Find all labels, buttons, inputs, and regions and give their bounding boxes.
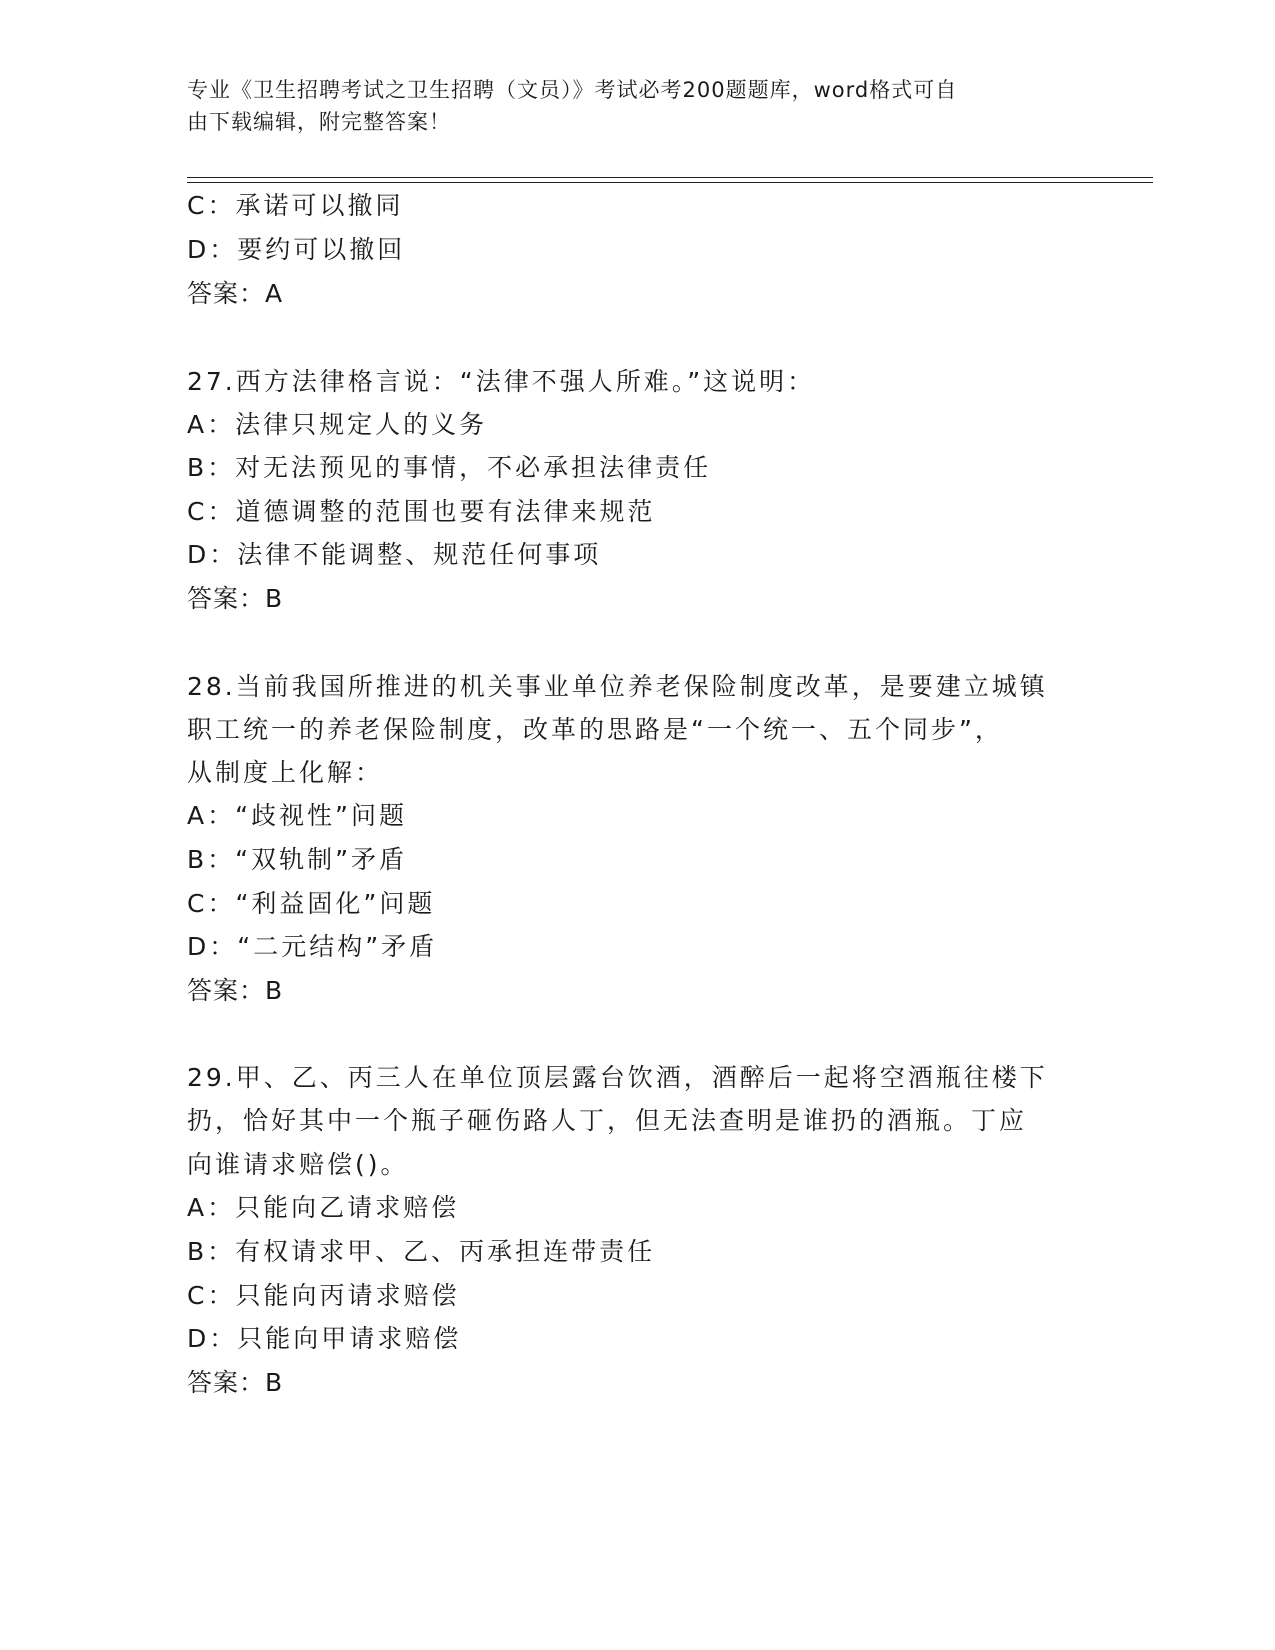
q29-option-d: D：只能向甲请求赔偿: [187, 1324, 462, 1353]
q26-option-d: D：要约可以撤回: [187, 235, 406, 264]
q28-option-d: D：“二元结构”矛盾: [187, 932, 438, 961]
document-header: [187, 74, 1087, 138]
q29-option-b: B：有权请求甲、乙、丙承担连带责任: [187, 1237, 656, 1266]
q28-option-c: C：“利益固化”问题: [187, 889, 436, 918]
header-line-1: 专业《卫生招聘考试之卫生招聘（文员）》考试必考200题题库，word格式可自: [187, 78, 958, 102]
q28-stem-line-2: 职工统一的养老保险制度，改革的思路是“一个统一、五个同步”，: [187, 715, 1003, 744]
q29-option-c: C：只能向丙请求赔偿: [187, 1281, 460, 1310]
q27-option-a: A：法律只规定人的义务: [187, 410, 488, 439]
q28-option-a: A：“歧视性”问题: [187, 801, 408, 830]
q27-option-b: B：对无法预见的事情，不必承担法律责任: [187, 453, 712, 482]
q28-option-b: B：“双轨制”矛盾: [187, 845, 408, 874]
q28-stem-line-3: 从制度上化解：: [187, 758, 384, 787]
q29-option-a: A：只能向乙请求赔偿: [187, 1193, 460, 1222]
header-divider-top: [187, 177, 1153, 178]
q29-stem-line-3: 向谁请求赔偿()。: [187, 1150, 409, 1179]
q28-stem-line-1: 28.当前我国所推进的机关事业单位养老保险制度改革，是要建立城镇: [187, 672, 1048, 701]
header-line-2: 由下载编辑，附完整答案！: [187, 110, 451, 134]
header-divider-bottom: [187, 182, 1153, 183]
q26-option-c: C：承诺可以撤同: [187, 191, 404, 220]
q29-stem-line-2: 扔，恰好其中一个瓶子砸伤路人丁，但无法查明是谁扔的酒瓶。丁应: [187, 1106, 1028, 1135]
q29-answer: 答案：B: [187, 1368, 284, 1397]
q29-stem-line-1: 29.甲、乙、丙三人在单位顶层露台饮酒，酒醉后一起将空酒瓶往楼下: [187, 1063, 1048, 1092]
q28-answer: 答案：B: [187, 976, 284, 1005]
q27-stem: 27.西方法律格言说：“法律不强人所难。”这说明：: [187, 367, 816, 396]
q27-answer: 答案：B: [187, 584, 284, 613]
q27-option-d: D：法律不能调整、规范任何事项: [187, 540, 602, 569]
q27-option-c: C：道德调整的范围也要有法律来规范: [187, 497, 656, 526]
q26-answer: 答案：A: [187, 279, 284, 308]
